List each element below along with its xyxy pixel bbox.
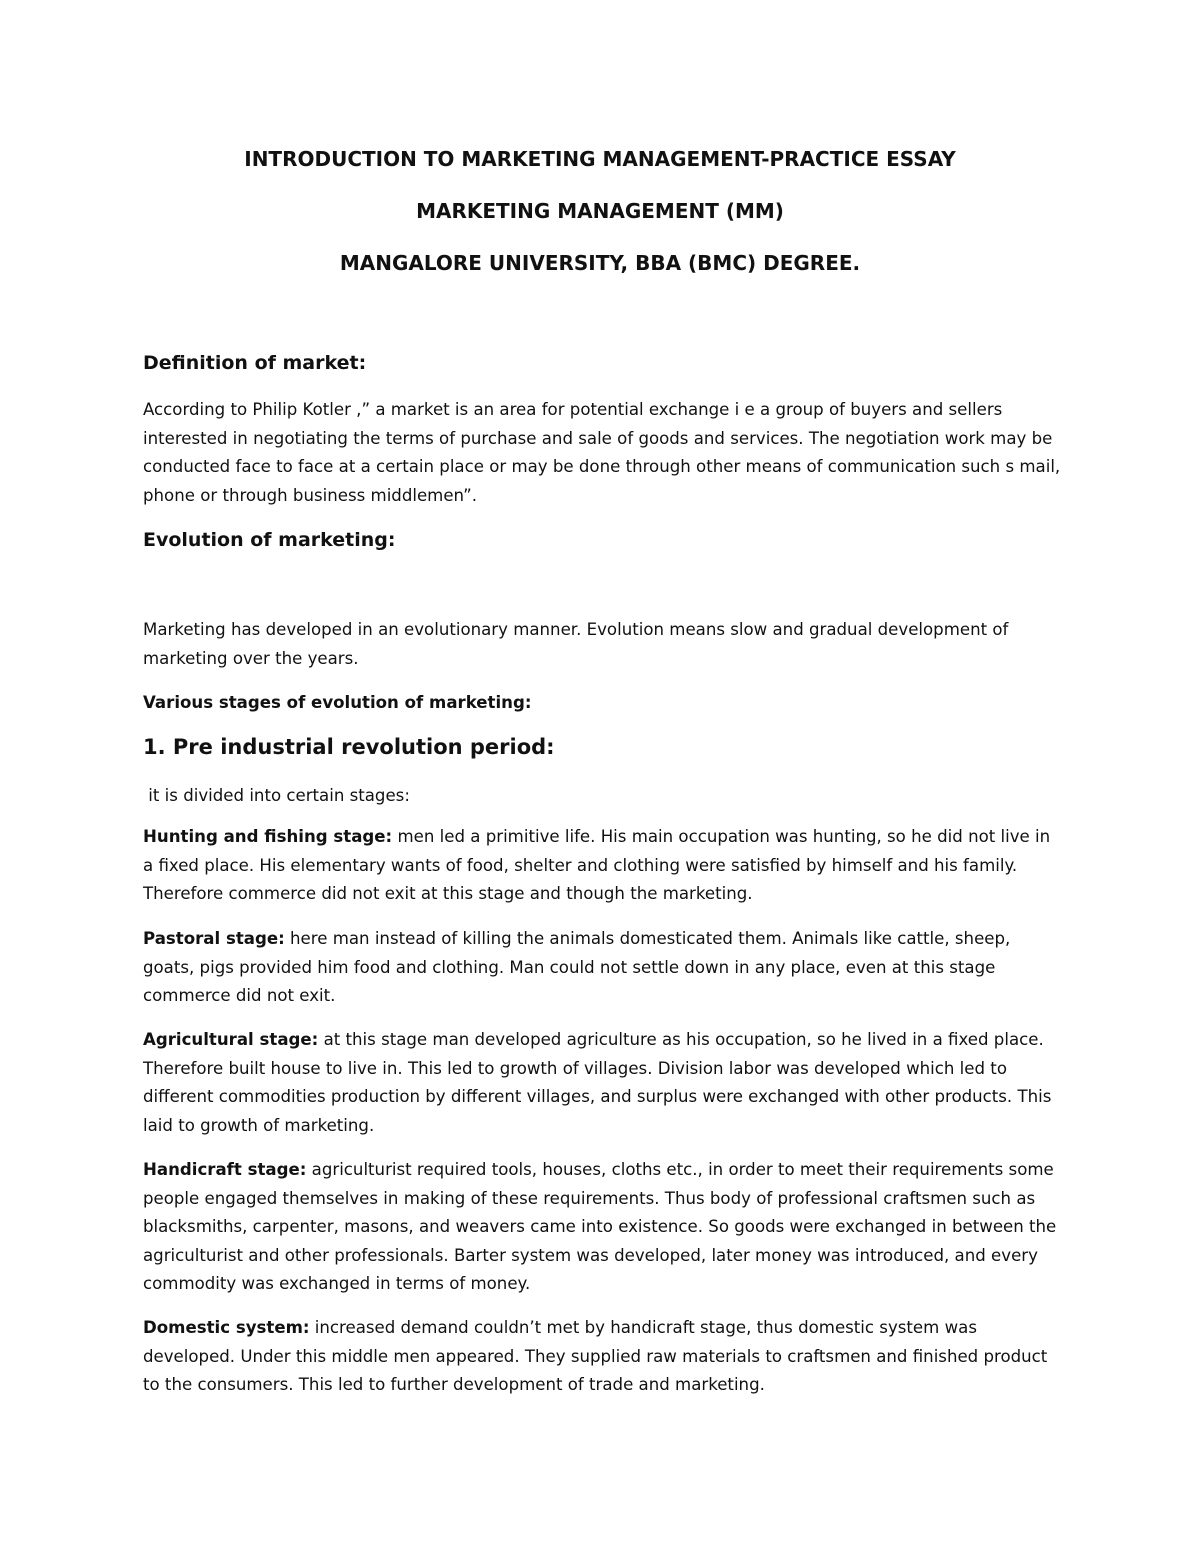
domestic-paragraph: [143, 1314, 1063, 1400]
stages-heading: Various stages of evolution of marketing:: [143, 693, 532, 712]
pre-industrial-heading: 1. Pre industrial revolution period:: [143, 735, 555, 759]
pastoral-text: here man instead of killing the animals domesticated them. Animals like cattle, sheep, goats, pigs provided him food and clothing. Man could not settle down in any place, even at this stage commerce did not exit.: [143, 929, 1011, 1005]
definition-heading: Definition of market:: [143, 352, 367, 374]
course-title: MARKETING MANAGEMENT (MM): [416, 199, 784, 223]
divided-paragraph: it is divided into certain stages:: [143, 786, 410, 805]
pastoral-paragraph: [143, 925, 1063, 1011]
handicraft-label: Handicraft stage:: [143, 1160, 307, 1179]
domestic-text: increased demand couldn’t met by handicraft stage, thus domestic system was developed. Under this middle men appeared. They supplied raw materials to craftsmen and finished product to the consumers. This led to further development of trade and marketing.: [143, 1318, 1048, 1394]
domestic-label: Domestic system:: [143, 1318, 310, 1337]
pastoral-label: Pastoral stage:: [143, 929, 285, 948]
agricultural-paragraph: [143, 1026, 1063, 1140]
agricultural-text: at this stage man developed agriculture as his occupation, so he lived in a fixed place. Therefore built house to live in. This led to growth of villages. Division labor was developed which led to different commodities production by different villages, and surplus were exchanged with other products. This laid to growth of marketing.: [143, 1030, 1052, 1135]
hunting-paragraph: [143, 823, 1063, 909]
university-title: MANGALORE UNIVERSITY, BBA (BMC) DEGREE.: [339, 251, 861, 275]
document-title: INTRODUCTION TO MARKETING MANAGEMENT-PRACTICE ESSAY: [244, 147, 956, 171]
agricultural-label: Agricultural stage:: [143, 1030, 319, 1049]
hunting-text: men led a primitive life. His main occupation was hunting, so he did not live in a fixed place. His elementary wants of food, shelter and clothing were satisfied by himself and his family. Therefore commerce did not exit at this stage and though the marketing.: [143, 827, 1051, 903]
hunting-label: Hunting and fishing stage:: [143, 827, 393, 846]
handicraft-text: agriculturist required tools, houses, cloths etc., in order to meet their requirements some people engaged themselves in making of these requirements. Thus body of professional craftsmen such as blacksmiths, carpenter, masons, and weavers came into existence. So goods were exchanged in between the agriculturist and other professionals. Barter system was developed, later money was introduced, and every commodity was exchanged in terms of money.: [143, 1160, 1057, 1293]
definition-paragraph: According to Philip Kotler ,” a market is an area for potential exchange i e a group of buyers and sellers interested in negotiating the terms of purchase and sale of goods and services. The negotiation work may be conducted face to face at a certain place or may be done through other means of communication such s mail, phone or through business middlemen”.: [143, 400, 1061, 505]
handicraft-paragraph: [143, 1156, 1063, 1299]
evolution-paragraph: Marketing has developed in an evolutionary manner. Evolution means slow and gradual development of marketing over the years.: [143, 620, 1009, 668]
evolution-heading: Evolution of marketing:: [143, 529, 396, 551]
